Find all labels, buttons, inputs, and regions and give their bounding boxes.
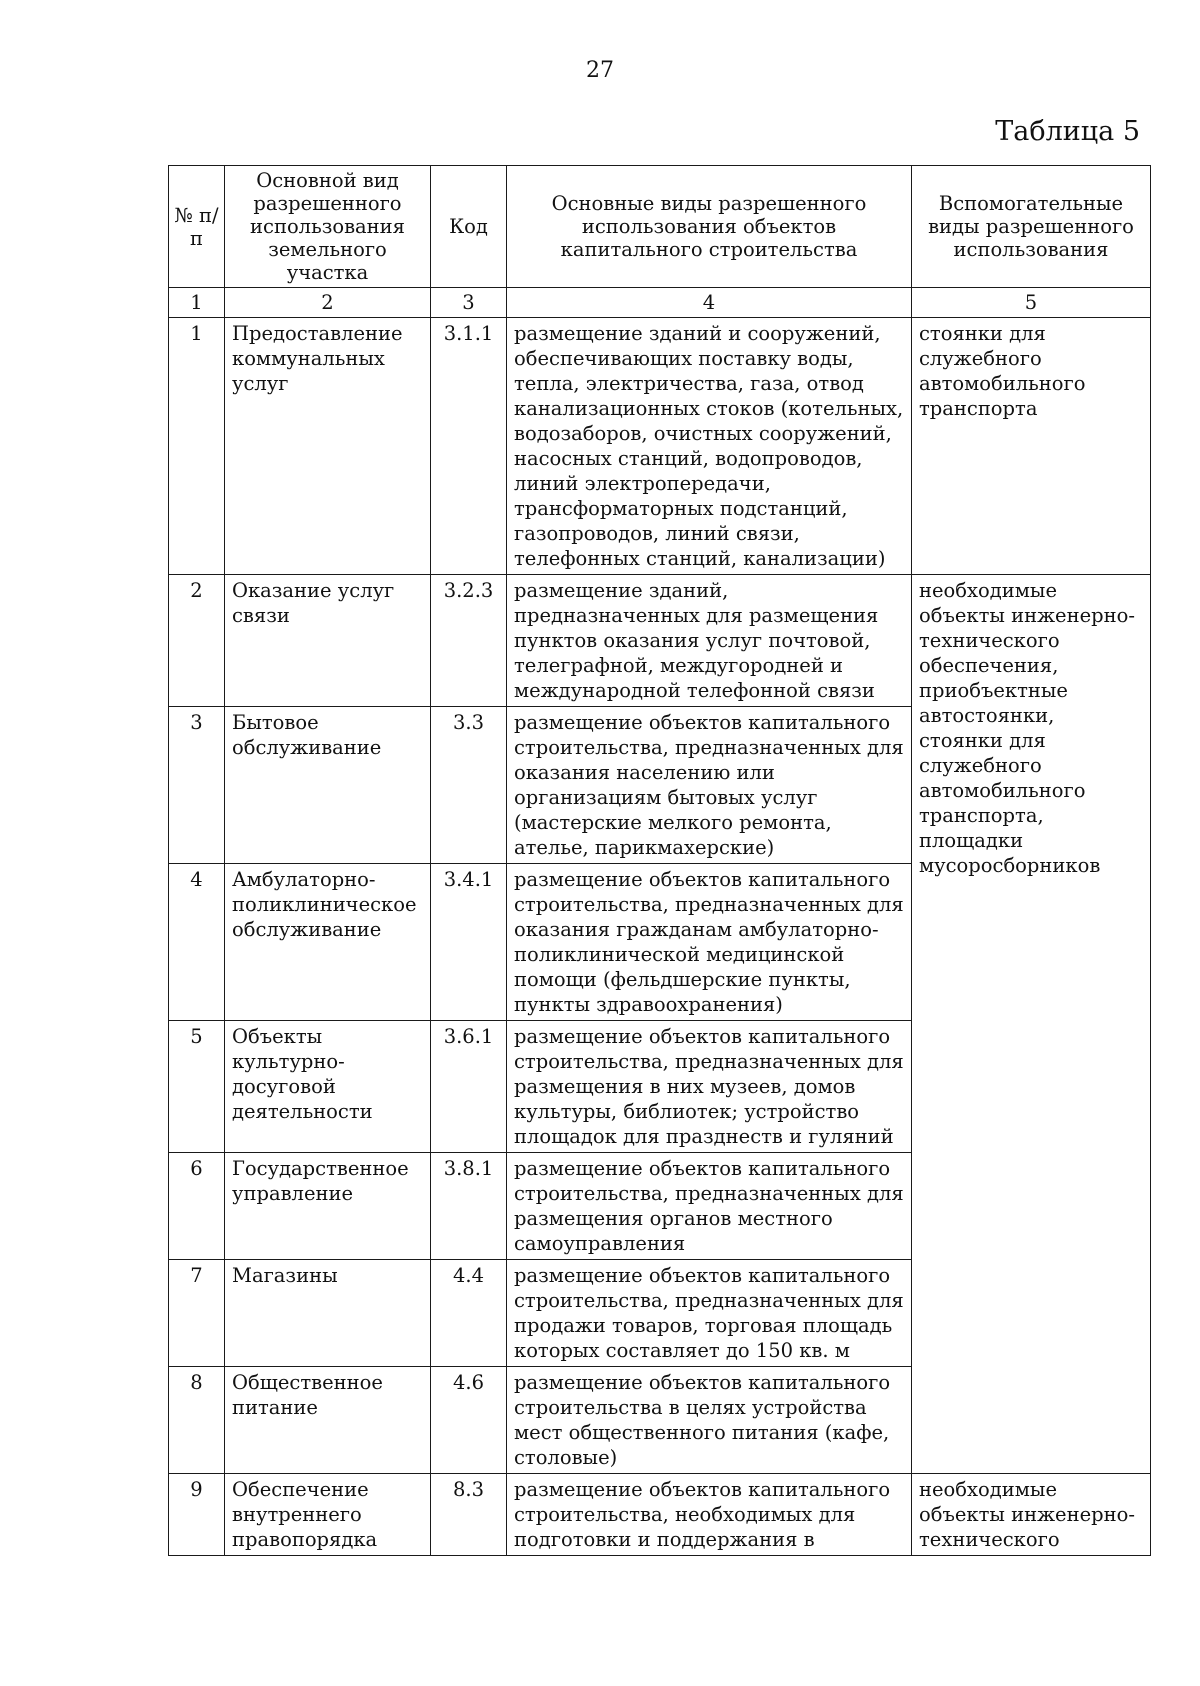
row-auxiliary-use: необходимые объекты инженерно-технического <box>912 1474 1151 1556</box>
column-number: 4 <box>507 288 912 318</box>
row-land-use: Оказание услуг связи <box>225 575 431 707</box>
table-row <box>169 575 1151 707</box>
row-num: 6 <box>169 1153 225 1260</box>
row-code: 3.3 <box>431 707 507 864</box>
row-num: 5 <box>169 1021 225 1153</box>
row-num: 3 <box>169 707 225 864</box>
row-land-use: Общественное питание <box>225 1367 431 1474</box>
row-num: 9 <box>169 1474 225 1556</box>
table-row <box>169 1474 1151 1556</box>
row-building-use: размещение объектов капитального строительства в целях устройства мест общественного питания (кафе, столовые) <box>507 1367 912 1474</box>
row-land-use: Бытовое обслуживание <box>225 707 431 864</box>
header-num: № п/п <box>169 166 225 288</box>
row-land-use: Магазины <box>225 1260 431 1367</box>
header-auxiliary-use: Вспомогательные виды разрешенного использования <box>912 166 1151 288</box>
column-number: 2 <box>225 288 431 318</box>
row-building-use: размещение объектов капитального строительства, предназначенных для продажи товаров, торговая площадь которых составляет до 150 кв. м <box>507 1260 912 1367</box>
row-code: 4.4 <box>431 1260 507 1367</box>
row-code: 3.1.1 <box>431 318 507 575</box>
row-num: 2 <box>169 575 225 707</box>
row-land-use: Государственное управление <box>225 1153 431 1260</box>
table-header-row <box>169 166 1151 288</box>
merged-auxiliary-use: необходимые объекты инженерно-технического обеспечения, приобъектные автостоянки, стоянки для служебного автомобильного транспорта, площадки мусоросборников <box>912 575 1151 1474</box>
row-building-use: размещение объектов капитального строительства, предназначенных для размещения органов местного самоуправления <box>507 1153 912 1260</box>
row-code: 3.6.1 <box>431 1021 507 1153</box>
row-auxiliary-use: стоянки для служебного автомобильного транспорта <box>912 318 1151 575</box>
column-number-row <box>169 288 1151 318</box>
row-num: 1 <box>169 318 225 575</box>
header-code: Код <box>431 166 507 288</box>
table-row <box>169 318 1151 575</box>
column-number: 3 <box>431 288 507 318</box>
header-main-building-use: Основные виды разрешенного использования объектов капитального строительства <box>507 166 912 288</box>
header-main-land-use: Основной вид разрешенного использования земельного участка <box>225 166 431 288</box>
row-num: 4 <box>169 864 225 1021</box>
row-building-use: размещение зданий, предназначенных для размещения пунктов оказания услуг почтовой, телеграфной, междугородней и международной телефонной связи <box>507 575 912 707</box>
row-building-use: размещение объектов капитального строительства, предназначенных для оказания гражданам амбулаторно-поликлинической медицинской помощи (фельдшерские пункты, пункты здравоохранения) <box>507 864 912 1021</box>
row-land-use: Амбулаторно-поликлиническое обслуживание <box>225 864 431 1021</box>
row-code: 4.6 <box>431 1367 507 1474</box>
row-code: 3.2.3 <box>431 575 507 707</box>
land-use-table <box>168 165 1151 1556</box>
row-land-use: Объекты культурно-досуговой деятельности <box>225 1021 431 1153</box>
row-land-use: Предоставление коммунальных услуг <box>225 318 431 575</box>
page-number: 27 <box>586 58 614 83</box>
row-building-use: размещение объектов капитального строительства, необходимых для подготовки и поддержания в <box>507 1474 912 1556</box>
row-code: 8.3 <box>431 1474 507 1556</box>
row-num: 8 <box>169 1367 225 1474</box>
row-land-use: Обеспечение внутреннего правопорядка <box>225 1474 431 1556</box>
column-number: 5 <box>912 288 1151 318</box>
table-caption: Таблица 5 <box>995 116 1140 147</box>
row-code: 3.4.1 <box>431 864 507 1021</box>
row-building-use: размещение объектов капитального строительства, предназначенных для размещения в них музеев, домов культуры, библиотек; устройство площадок для празднеств и гуляний <box>507 1021 912 1153</box>
row-building-use: размещение объектов капитального строительства, предназначенных для оказания населению или организациям бытовых услуг (мастерские мелкого ремонта, ателье, парикмахерские) <box>507 707 912 864</box>
column-number: 1 <box>169 288 225 318</box>
row-code: 3.8.1 <box>431 1153 507 1260</box>
row-building-use: размещение зданий и сооружений, обеспечивающих поставку воды, тепла, электричества, газа, отвод канализационных стоков (котельных, водозаборов, очистных сооружений, насосных станций, водопроводов, линий электропередачи, трансформаторных подстанций, газопроводов, линий связи, телефонных станций, канализации) <box>507 318 912 575</box>
row-num: 7 <box>169 1260 225 1367</box>
